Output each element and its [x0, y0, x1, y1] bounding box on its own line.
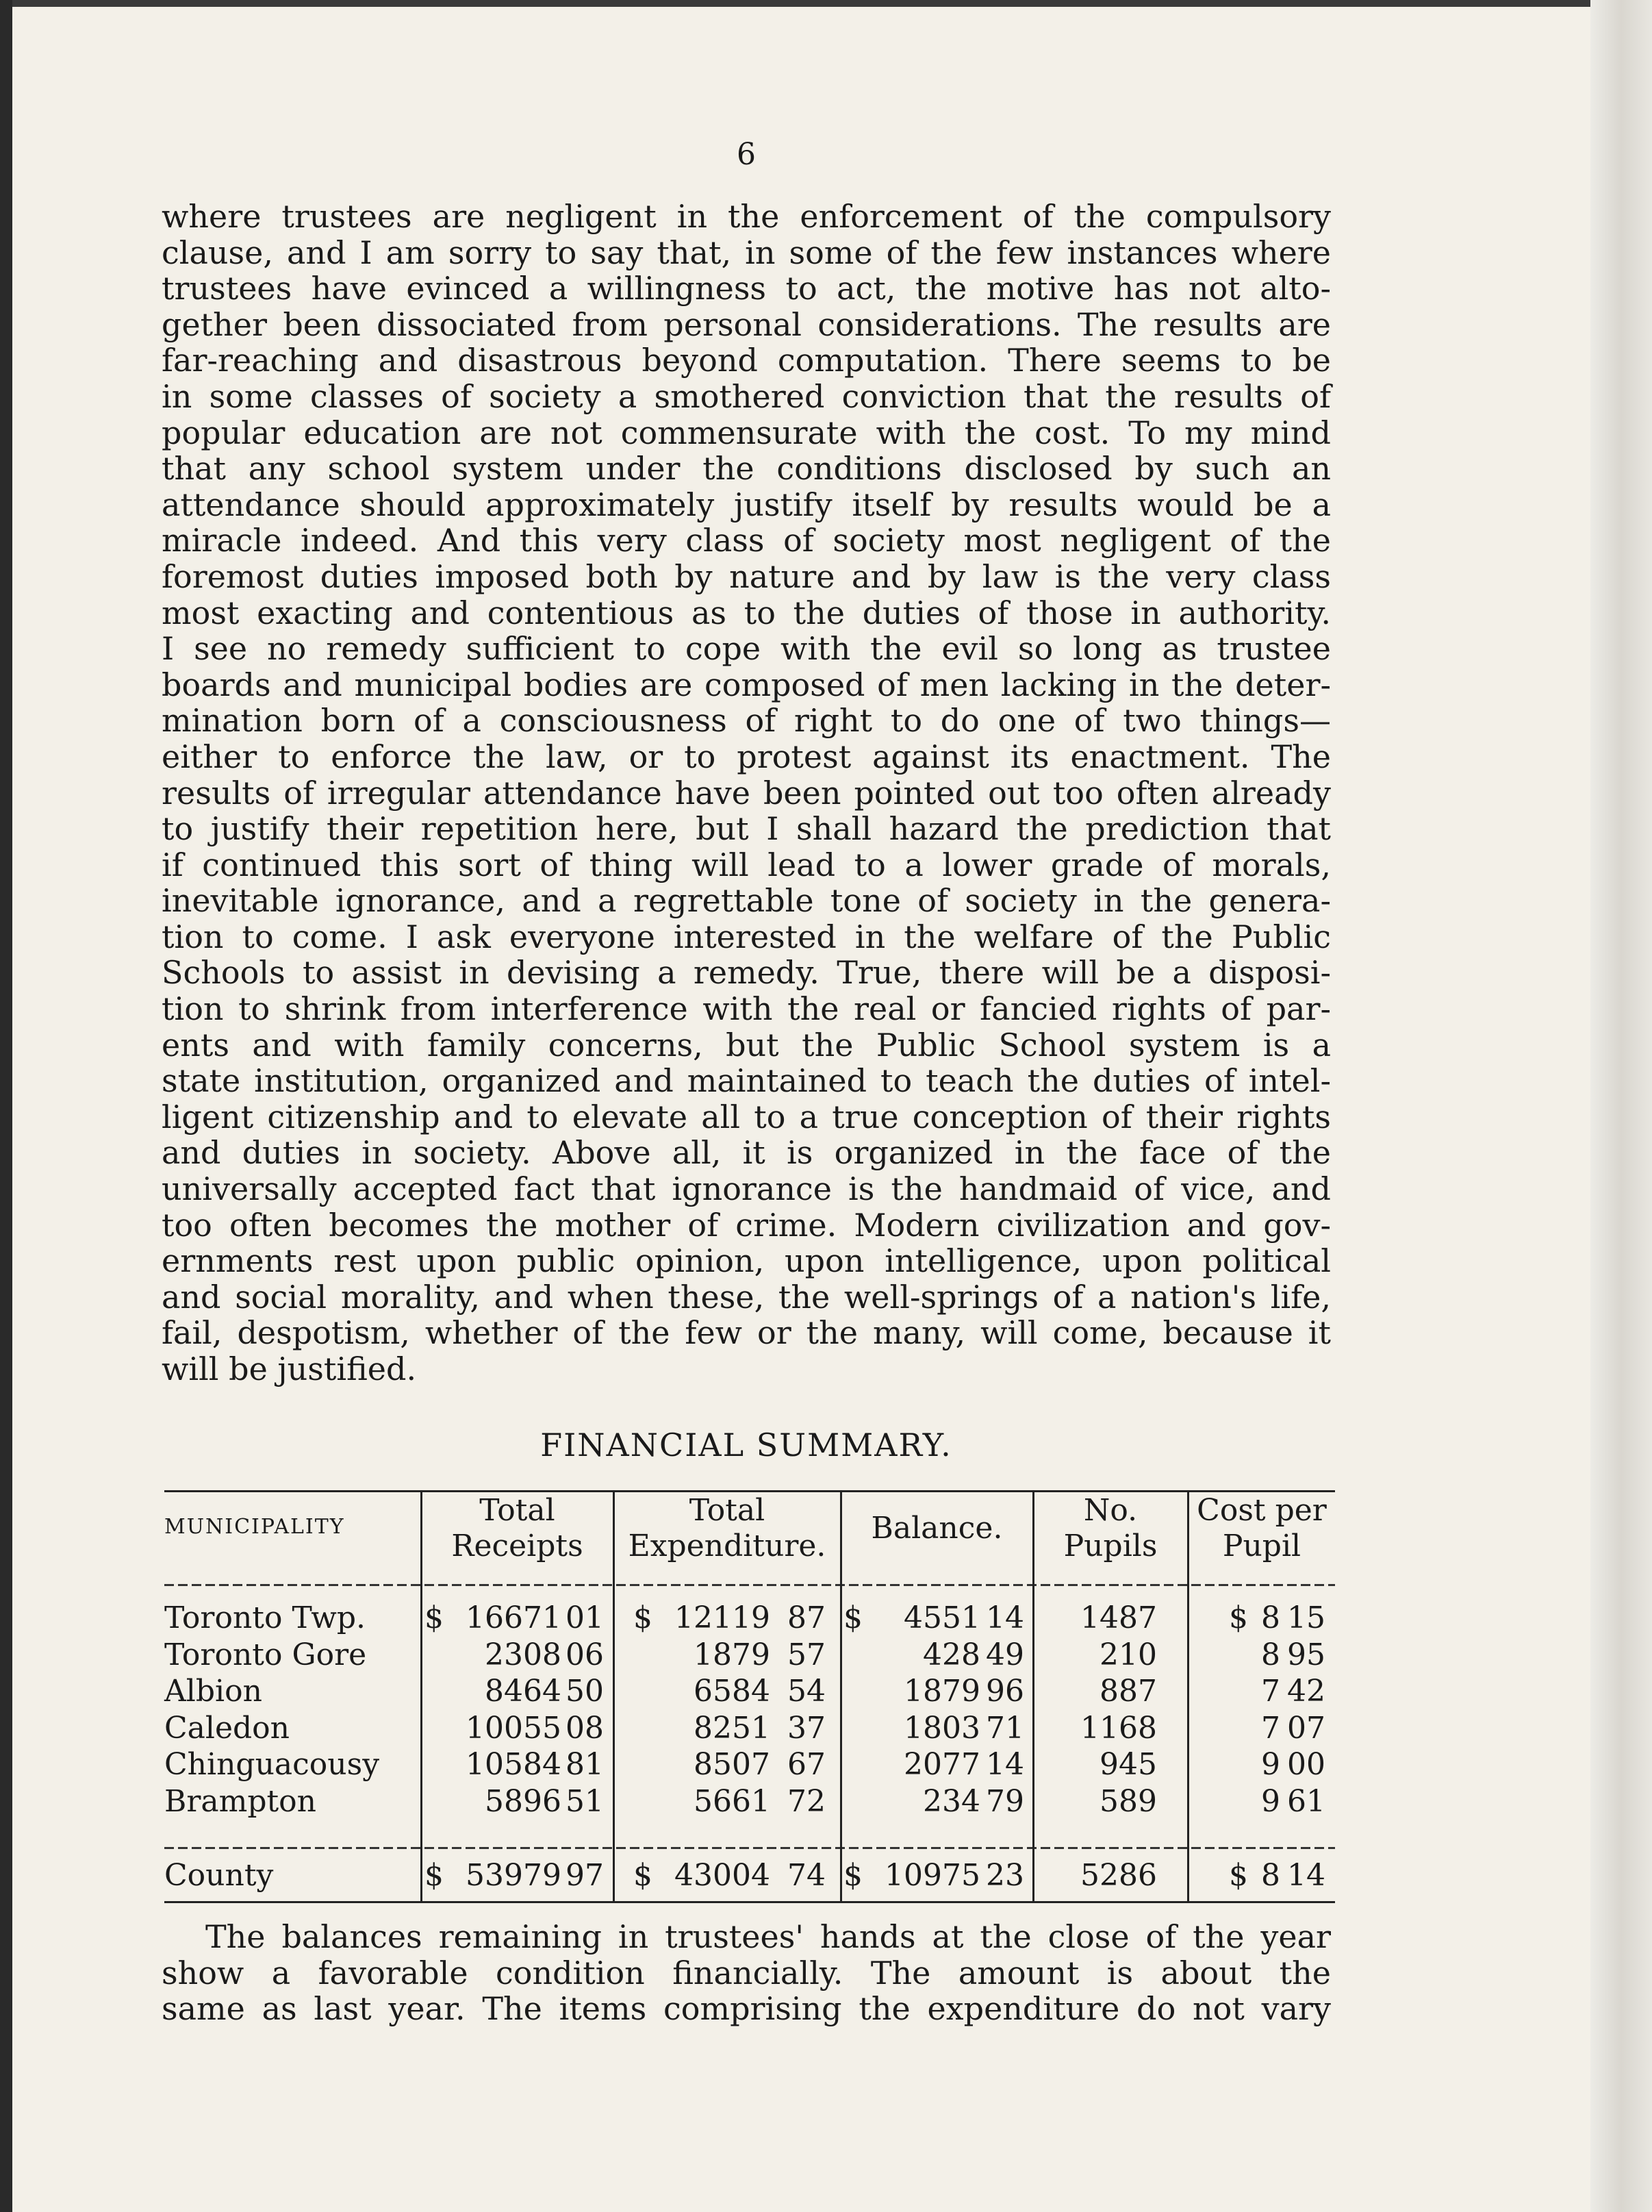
cell-balance-c: 96: [986, 1674, 1024, 1709]
cell-cost: 9: [1261, 1747, 1280, 1783]
table-title: FINANCIAL SUMMARY.: [540, 1427, 952, 1463]
text-line: and duties in society. Above all, it is organized in the face of the: [162, 1134, 1331, 1172]
cell-name: Toronto Twp.: [164, 1600, 366, 1635]
cell-cost: 7: [1261, 1674, 1280, 1709]
cell-expenditure-c: 87: [787, 1600, 826, 1635]
total-top-rule: [164, 1847, 1335, 1849]
text-line: show a favorable condition financially. The amount is about the: [162, 1954, 1331, 1991]
cell-balance-c: 14: [986, 1600, 1024, 1635]
text-line: inevitable ignorance, and a regrettable tone of society in the genera-: [162, 882, 1331, 920]
cell-receipts: 10055: [466, 1710, 561, 1746]
cell-receipts-c: 08: [566, 1710, 604, 1746]
header-pupils-line2: Pupils: [1063, 1529, 1158, 1563]
closing-paragraph: [162, 1919, 1331, 2027]
text-line: tion to come. I ask everyone interested in the welfare of the Public: [162, 918, 1331, 955]
cell-cost: 7: [1261, 1710, 1280, 1746]
text-line: ligent citizenship and to elevate all to a true conception of their rights: [162, 1098, 1331, 1135]
cell-expenditure: 8251: [694, 1710, 770, 1746]
cell-expenditure: 6584: [694, 1674, 770, 1709]
text-line: and social morality, and when these, the well-springs of a nation's life,: [162, 1278, 1331, 1316]
header-cost-line1: Cost per: [1197, 1493, 1327, 1528]
cell-rc-sign: $: [424, 1858, 444, 1893]
cell-cost-c: 15: [1287, 1600, 1325, 1635]
text-line: I see no remedy sufficient to cope with the evil so long as trustee: [162, 630, 1331, 668]
text-line: too often becomes the mother of crime. Modern civilization and gov-: [162, 1206, 1331, 1244]
cell-cost-c: 14: [1287, 1858, 1325, 1893]
text-line: attendance should approximately justify itself by results would be a: [162, 486, 1331, 523]
text-line: tion to shrink from interference with the real or fancied rights of par-: [162, 990, 1331, 1028]
text-line: miracle indeed. And this very class of society most negligent of the: [162, 522, 1331, 560]
text-line: to justify their repetition here, but I shall hazard the prediction that: [162, 810, 1331, 848]
cell-cost: 8: [1261, 1637, 1280, 1672]
cell-bal-sign: $: [843, 1858, 863, 1893]
cell-name: Chinguacousy: [164, 1747, 380, 1783]
text-line: foremost duties imposed both by nature and by law is the very class: [162, 557, 1331, 595]
cell-name: Toronto Gore: [164, 1637, 367, 1672]
text-line: The balances remaining in trustees' hands at the close of the year: [205, 1918, 1331, 1955]
text-line: far-reaching and disastrous beyond computation. There seems to be: [162, 342, 1331, 379]
cell-balance: 234: [923, 1784, 980, 1819]
text-line: ents and with family concerns, but the Public School system is a: [162, 1026, 1331, 1064]
table-row: [0, 1637, 1652, 1674]
cell-balance-c: 14: [986, 1747, 1024, 1783]
cell-receipts: 2308: [485, 1637, 561, 1672]
text-line: where trustees are negligent in the enforcement of the compulsory: [162, 198, 1331, 235]
text-line: either to enforce the law, or to protest against its enactment. The: [162, 738, 1331, 775]
cell-name: Caledon: [164, 1710, 290, 1746]
cell-expenditure-c: 67: [787, 1747, 826, 1783]
table-row: [0, 1673, 1652, 1710]
table-top-rule: [164, 1490, 1335, 1492]
table-total-row: [0, 1857, 1652, 1894]
text-line: results of irregular attendance have been pointed out too often already: [162, 774, 1331, 812]
cell-name: Brampton: [164, 1784, 316, 1819]
cell-receipts: 5896: [485, 1784, 561, 1819]
cell-cost-c: 95: [1287, 1637, 1325, 1672]
scan-edge-top: [0, 0, 1652, 7]
table-bottom-rule: [164, 1901, 1335, 1903]
cell-balance-c: 49: [986, 1637, 1024, 1672]
cell-receipts-c: 01: [566, 1600, 604, 1635]
cell-expenditure-c: 57: [787, 1637, 826, 1672]
cell-name: County: [164, 1858, 274, 1893]
header-municipality: MUNICIPALITY: [164, 1515, 345, 1539]
header-receipts-line1: Total: [479, 1493, 555, 1528]
header-receipts-line2: Receipts: [451, 1529, 583, 1563]
cell-receipts: 10584: [466, 1747, 561, 1783]
text-line: state institution, organized and maintained to teach the duties of intel-: [162, 1062, 1331, 1100]
cell-cost-c: 61: [1287, 1784, 1325, 1819]
text-line: will be justified.: [162, 1350, 417, 1387]
cell-receipts-c: 81: [566, 1747, 604, 1783]
cell-balance: 1803: [904, 1710, 980, 1746]
cell-cost-c: 07: [1287, 1710, 1325, 1746]
header-cost-per-pupil: [1190, 1493, 1334, 1564]
cell-pupils: 945: [1100, 1747, 1157, 1783]
header-total-expenditure: [615, 1493, 839, 1564]
text-line: mination born of a consciousness of right to do one of two things—: [162, 702, 1331, 740]
table-row: [0, 1783, 1652, 1820]
cell-expenditure-c: 74: [787, 1858, 826, 1893]
cell-receipts-c: 50: [566, 1674, 604, 1709]
cell-receipts-c: 51: [566, 1784, 604, 1819]
text-line: ernments rest upon public opinion, upon intelligence, upon political: [162, 1242, 1331, 1280]
header-no-pupils: [1035, 1493, 1186, 1564]
cell-expenditure: 5661: [694, 1784, 770, 1819]
cell-pupils: 1168: [1080, 1710, 1157, 1746]
cell-receipts: 8464: [485, 1674, 561, 1709]
header-bottom-rule: [164, 1584, 1335, 1586]
text-line: same as last year. The items comprising the expenditure do not vary: [162, 1990, 1331, 2028]
text-line: universally accepted fact that ignorance is the handmaid of vice, and: [162, 1170, 1331, 1208]
cell-ex-sign: $: [633, 1858, 652, 1893]
cell-cost-c: 00: [1287, 1747, 1325, 1783]
cell-pupils: 1487: [1080, 1600, 1157, 1635]
cell-expenditure: 12119: [674, 1600, 770, 1635]
cell-rc-sign: $: [424, 1600, 444, 1635]
cell-balance: 428: [923, 1637, 980, 1672]
header-balance: Balance.: [871, 1511, 1003, 1546]
text-line: boards and municipal bodies are composed of men lacking in the deter-: [162, 666, 1331, 703]
cell-receipts: 53979: [466, 1858, 561, 1893]
header-pupils-line1: No.: [1083, 1493, 1138, 1528]
header-expenditure-line2: Expenditure.: [628, 1529, 826, 1563]
text-line: if continued this sort of thing will lead to a lower grade of morals,: [162, 846, 1331, 883]
cell-cost: 8: [1261, 1600, 1280, 1635]
cell-pupils: 589: [1100, 1784, 1157, 1819]
text-line: Schools to assist in devising a remedy. True, there will be a disposi-: [162, 954, 1331, 992]
cell-receipts-c: 06: [566, 1637, 604, 1672]
cell-balance: 4551: [904, 1600, 980, 1635]
header-total-receipts: [423, 1493, 611, 1564]
page-number: 6: [737, 137, 756, 172]
cell-balance: 2077: [904, 1747, 980, 1783]
table-row: [0, 1600, 1652, 1637]
cell-receipts-c: 97: [566, 1858, 604, 1893]
cell-balance-c: 79: [986, 1784, 1024, 1819]
text-line: clause, and I am sorry to say that, in some of the few instances where: [162, 234, 1331, 271]
cell-pupils: 210: [1100, 1637, 1157, 1672]
cell-expenditure: 43004: [674, 1858, 770, 1893]
table-row: [0, 1710, 1652, 1747]
cell-ex-sign: $: [633, 1600, 652, 1635]
header-cost-line2: Pupil: [1222, 1529, 1301, 1563]
cell-expenditure-c: 37: [787, 1710, 826, 1746]
header-expenditure-line1: Total: [689, 1493, 765, 1528]
cell-pupils: 887: [1100, 1674, 1157, 1709]
text-line: trustees have evinced a willingness to act, the motive has not alto-: [162, 270, 1331, 307]
cell-bal-sign: $: [843, 1600, 863, 1635]
cell-balance-c: 71: [986, 1710, 1024, 1746]
text-line: fail, despotism, whether of the few or the many, will come, because it: [162, 1314, 1331, 1352]
cell-expenditure: 1879: [694, 1637, 770, 1672]
cell-receipts: 16671: [466, 1600, 561, 1635]
cell-cost: 9: [1261, 1784, 1280, 1819]
cell-expenditure-c: 54: [787, 1674, 826, 1709]
cell-expenditure: 8507: [694, 1747, 770, 1783]
cell-name: Albion: [164, 1674, 262, 1709]
cell-cost: 8: [1261, 1858, 1280, 1893]
cell-pupils: 5286: [1080, 1858, 1157, 1893]
text-line: popular education are not commensurate with the cost. To my mind: [162, 414, 1331, 451]
cell-cost-c: 42: [1287, 1674, 1325, 1709]
cell-cost-sign: $: [1229, 1600, 1248, 1635]
cell-expenditure-c: 72: [787, 1784, 826, 1819]
text-line: that any school system under the conditions disclosed by such an: [162, 450, 1331, 488]
body-paragraph: [162, 199, 1331, 1387]
text-line: most exacting and contentious as to the duties of those in authority.: [162, 594, 1331, 631]
cell-balance-c: 23: [986, 1858, 1024, 1893]
text-line: in some classes of society a smothered conviction that the results of: [162, 377, 1331, 415]
cell-cost-sign: $: [1229, 1858, 1248, 1893]
cell-balance: 10975: [885, 1858, 980, 1893]
cell-balance: 1879: [904, 1674, 980, 1709]
text-line: gether been dissociated from personal considerations. The results are: [162, 305, 1331, 343]
table-row: [0, 1746, 1652, 1783]
